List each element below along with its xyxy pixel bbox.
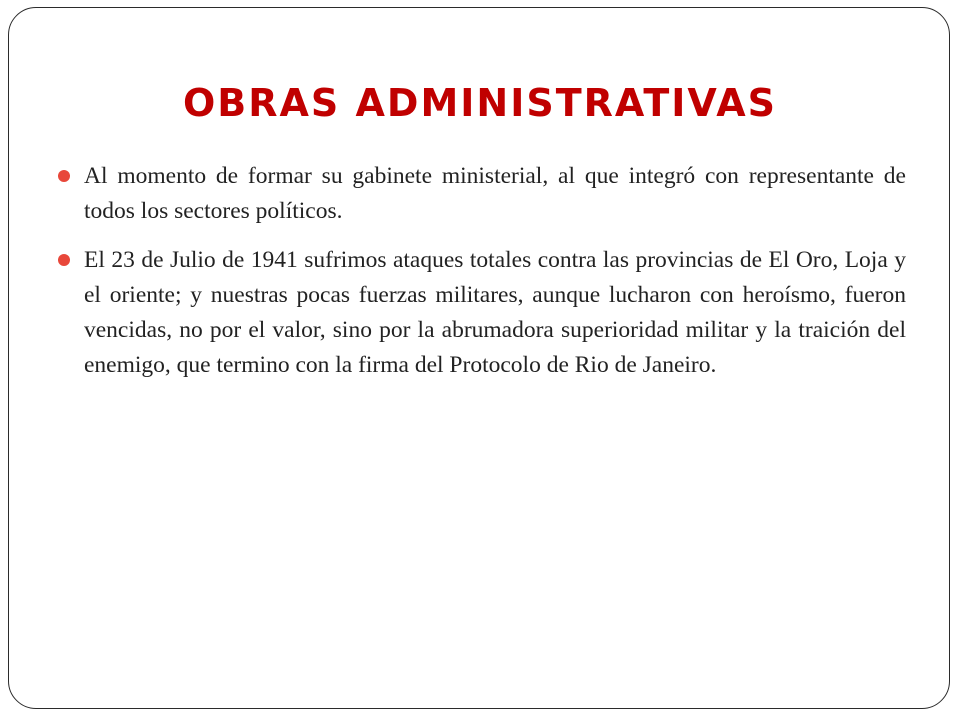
bullet-item-1 (58, 159, 906, 229)
slide-title: OBRAS ADMINISTRATIVAS (182, 81, 778, 125)
bullet-list (58, 159, 906, 397)
bullet-text-1: Al momento de formar su gabinete ministerial, al que integró con representante de todos los sectores políticos. (84, 163, 906, 224)
bullet-dot-icon (58, 170, 70, 182)
bullet-dot-icon (58, 254, 70, 266)
bullet-text-2: El 23 de Julio de 1941 sufrimos ataques totales contra las provincias de El Oro, Loja y el oriente; y nuestras pocas fuerzas militares, aunque lucharon con heroísmo, fueron vencidas, no por el valor, sino por la abrumadora superioridad militar y la traición del enemigo, que termino con la firma del Protocolo de Rio de Janeiro. (84, 247, 906, 378)
bullet-item-2 (58, 243, 906, 383)
